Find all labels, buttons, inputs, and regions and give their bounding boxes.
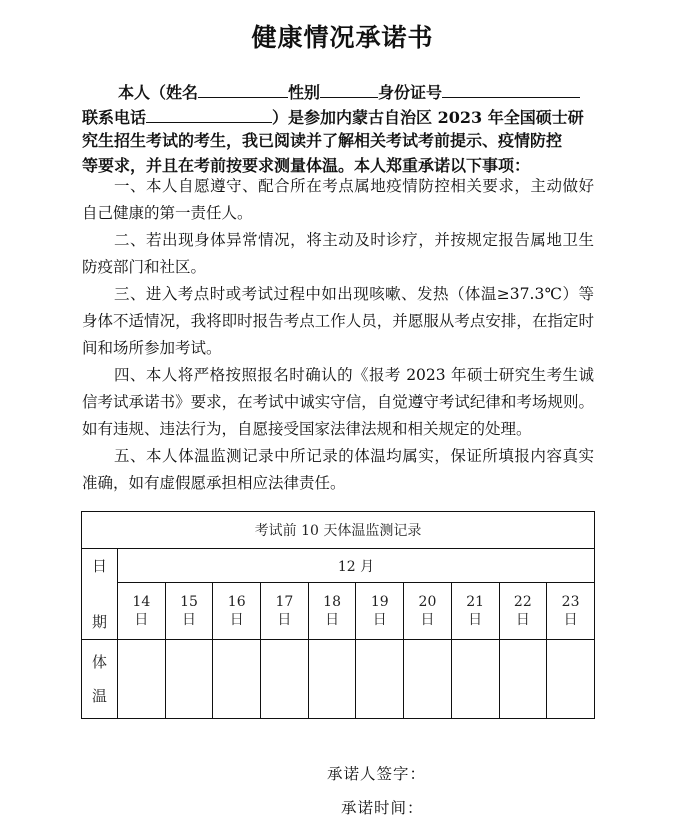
temperature-cell-16[interactable] — [213, 640, 261, 719]
gender-label: 性别 — [288, 83, 321, 102]
commitment-time-label: 承诺时间： — [341, 799, 424, 817]
temperature-cell-23[interactable] — [547, 640, 595, 719]
temperature-cell-21[interactable] — [451, 640, 499, 719]
commitment-items — [82, 173, 594, 497]
name-blank[interactable] — [198, 80, 288, 98]
temperature-record-table — [81, 511, 595, 718]
signer-label: 承诺人签字： — [327, 765, 427, 783]
day-header-18 — [308, 583, 356, 640]
name-label: 本人（姓名 — [118, 83, 199, 102]
day-unit: 日 — [563, 612, 578, 628]
phone-label: 联系电话 — [82, 107, 147, 127]
day-header-15 — [165, 583, 213, 640]
day-number: 19 — [370, 594, 389, 610]
day-number: 14 — [132, 594, 151, 610]
day-number: 16 — [227, 594, 246, 610]
day-number: 20 — [418, 594, 437, 610]
day-unit: 日 — [420, 612, 435, 628]
intro-statement — [82, 80, 594, 178]
day-number: 17 — [275, 594, 294, 610]
day-number: 18 — [323, 594, 341, 610]
day-unit: 日 — [515, 612, 530, 628]
day-number: 23 — [561, 594, 580, 610]
temperature-cell-18[interactable] — [308, 640, 356, 719]
temp-label-char-1: 体 — [91, 653, 107, 671]
day-unit: 日 — [134, 612, 149, 628]
day-unit: 日 — [182, 612, 197, 628]
date-label-char-2: 期 — [91, 613, 107, 631]
day-header-21 — [451, 583, 499, 640]
day-header-22 — [499, 583, 547, 640]
date-row-label — [82, 549, 118, 640]
temp-label-char-2: 温 — [91, 687, 107, 705]
day-unit: 日 — [325, 612, 340, 628]
temperature-cell-20[interactable] — [404, 640, 452, 719]
day-header-23 — [547, 583, 595, 640]
month-header: 12 月 — [118, 549, 595, 583]
temperature-cell-22[interactable] — [499, 640, 547, 719]
document-title: 健康情况承诺书 — [251, 23, 434, 52]
commitment-item-5: 五、本人体温监测记录中所记录的体温均属实，保证所填报内容真实准确，如有虚假愿承担相应法律责任。 — [82, 447, 594, 492]
day-header-16 — [213, 583, 261, 640]
day-header-19 — [356, 583, 404, 640]
temperature-cell-17[interactable] — [261, 640, 309, 719]
id-label: 身份证号 — [378, 83, 443, 102]
day-unit: 日 — [468, 612, 483, 628]
commitment-item-2: 二、若出现身体异常情况，将主动及时诊疗，并按规定报告属地卫生防疫部门和社区。 — [82, 231, 594, 276]
id-number-blank[interactable] — [442, 80, 580, 98]
day-unit: 日 — [229, 612, 244, 628]
day-number: 21 — [466, 594, 485, 610]
commitment-item-4: 四、本人将严格按照报名时确认的《报考 2023 年硕士研究生考生诚信考试承诺书》要求，在考试中诚实守信，自觉遵守考试纪律和考场规则。如有违规、违法行为，自愿接受国家法律法规和相关规定的处理。 — [82, 366, 594, 438]
intro-line-2 — [82, 105, 594, 130]
day-unit: 日 — [372, 612, 387, 628]
day-header-14 — [118, 583, 166, 640]
intro-line-1 — [82, 80, 594, 105]
day-number: 22 — [513, 594, 532, 610]
commitment-item-1: 一、本人自愿遵守、配合所在考点属地疫情防控相关要求，主动做好自己健康的第一责任人。 — [82, 177, 594, 222]
temperature-cell-15[interactable] — [165, 640, 213, 719]
intro-line-4: 等要求，并且在考前按要求测量体温。本人郑重承诺以下事项： — [82, 155, 531, 175]
gender-blank[interactable] — [320, 80, 378, 98]
intro-line-3: 究生招生考试的考生，我已阅读并了解相关考试考前提示、疫情防控 — [82, 131, 563, 150]
temperature-cell-19[interactable] — [356, 640, 404, 719]
day-header-20 — [404, 583, 452, 640]
date-label-char-1: 日 — [91, 557, 107, 575]
temperature-row-label — [82, 640, 118, 719]
day-header-17 — [261, 583, 309, 640]
temperature-cell-14[interactable] — [118, 640, 166, 719]
table-title: 考试前 10 天体温监测记录 — [82, 512, 595, 549]
commitment-item-3: 三、进入考点时或考试过程中如出现咳嗽、发热（体温≥37.3℃）等身体不适情况，我将即时报告考点工作人员，并愿服从考点安排，在指定时间和场所参加考试。 — [82, 285, 594, 357]
intro-line-2-text: ）是参加内蒙古自治区 2023 年全国硕士研 — [272, 107, 584, 127]
day-unit: 日 — [277, 612, 292, 628]
day-number: 15 — [180, 594, 198, 610]
phone-blank[interactable] — [146, 105, 272, 123]
